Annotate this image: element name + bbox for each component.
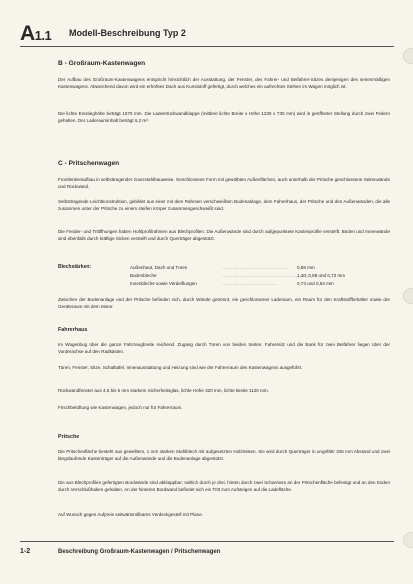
section-title-c: C - Pritschenwagen bbox=[58, 160, 120, 167]
spec-label: Blechstärken: bbox=[58, 264, 92, 270]
spec-leader: .................................................. bbox=[222, 273, 311, 278]
paragraph: Auf Wunsch gegen Aufpreis seitwärtsrollbares Verdeckgestell mit Plane. bbox=[58, 512, 203, 517]
footer-title: Beschreibung Großraum-Kastenwagen / Pritschenwagen bbox=[58, 549, 221, 555]
page-number: 1-2 bbox=[20, 548, 31, 555]
paragraph: Frontlenkeraufbau in selbsttragender Ganzstahlbauweise. Geschlossene Form mit gewölbten Außenflächen, auch unterhalb der Pritsche geschlossene Seitenwände und Rückwand. bbox=[58, 177, 390, 190]
punch-hole bbox=[403, 48, 413, 64]
paragraph: Türen, Fenster, Sitze, Schalttafel, Innenausstattung und Heizung sind wie der Fahrerraum des Kastenwagens ausgeführt. bbox=[58, 365, 303, 370]
paragraph: Die Pritschenfläche besteht aus gewelltem, 1 mm starken Stahlblech mit aufgesetzten Holzleisten. Sie wird durch Querträger in ungefähr 345 mm Abstand und zwei längslaufende Kastenträger auf die Außenwände und die Bodenanlage abgestützt. bbox=[58, 449, 390, 462]
section-number: A1.1 bbox=[20, 22, 52, 45]
paragraph: Der Aufbau des Großraum-Kastenwagens entspricht hinsichtlich der Ausstattung, der Fenster, des Fahrer- und Beifahrer-Sitzes demjenigen des serienmäßigen Kastenwagens. Abweichend davon wird ein erhöhtes Dach aus Kunststoff gefertigt, durch welches ein aufrechtes Stehen im Wagen möglich ist. bbox=[58, 77, 390, 90]
spec-value: 0,73 und 0,63 mm bbox=[297, 281, 334, 286]
punch-hole bbox=[403, 288, 413, 304]
spec-name: Innenbleche sowie Verdeiflungen bbox=[130, 281, 197, 286]
header-rule bbox=[20, 46, 394, 47]
section-title-b: B - Großraum-Kastenwagen bbox=[58, 60, 146, 67]
subsection-title-fahrerhaus: Fahrerhaus bbox=[58, 327, 88, 333]
spec-value: 0,88 mm bbox=[297, 265, 315, 270]
paragraph: Frischbelüftung wie Kastenwagen, jedoch nur für Fahrerraum. bbox=[58, 405, 183, 410]
spec-name: Außenhaut, Dach und Türen bbox=[130, 265, 188, 270]
paragraph: Rückwandfenster aus 4,6 bis 5 mm starkem Sicherheitsglas, lichte Höhe 320 mm, lichte Breite 1120 mm. bbox=[58, 388, 269, 393]
spec-name: Bodenbleche bbox=[130, 273, 157, 278]
paragraph: Die aus Blechprofilen gefertigten Bordwände sind abklappbar; seitlich durch je drei, hinten durch zwei Scharniere an der Pritschenfläche befestigt und an den Enden durch Verschlußhaken gehalten. An der hinteren Bordwand befindet sich ein Tritt zum Aufsteigen auf die Ladefläche. bbox=[58, 480, 390, 493]
paragraph: Die lichte Einstieghöhe beträgt 1570 mm. Die Ladeetrückwandklappe (mittlere lichte Breite x Höhe 1230 x 730 mm) wird in geöffneter Stellung durch zwei Federn gehalten. Der Laderaurninhalt beträgt 6,2 m³. bbox=[58, 111, 390, 124]
paragraph: Selbsttragende Leichtkonstruktion, gebildet aus einer mit dem Rahmen verschweißten Bodenanlage, dem Fahrerhaus, der Pritsche und den Außenwänden, die alle zusammen unter der Pritsche zu einem steifen Körper zusammengeschweißt sind. bbox=[58, 199, 390, 212]
paragraph: Die Fender- und Trittflhungen haben Hohlprofilrahmen aus Blechprofilen. Die Außenwände sind durch aufgepunktete Kastenprofile versteift. Böden und Innenwände sind ebenfalls durch kräftige Sicken versteift und durch Querträger abgestützt. bbox=[58, 229, 390, 242]
spec-leader: ...................................... bbox=[222, 265, 290, 270]
footer-rule bbox=[20, 541, 394, 542]
page-title: Modell-Beschreibung Typ 2 bbox=[69, 28, 186, 38]
paragraph: Im Wagenbug über die ganze Fahrzeugbreite reichend. Zugang durch Türen von beiden Seiten. Fahrersitz und die Bank für zwei Beifahrer liegen über der Vorderachse auf den Radkästen. bbox=[58, 342, 390, 355]
punch-hole bbox=[403, 532, 413, 548]
spec-leader: ............................... bbox=[222, 281, 277, 286]
spec-value: 1,30; 0,88 und 0,73 mm bbox=[297, 273, 346, 278]
paragraph: Zwischen der Bodenanlage und der Pritsche befinden sich, durch Wände getrennt, ein geschlossener Laderaum, ein Raum für den Kraftstoffbehälter sowie der Geräteraum mit dem Motor. bbox=[58, 297, 390, 310]
subsection-title-pritsche: Pritsche bbox=[58, 434, 80, 440]
